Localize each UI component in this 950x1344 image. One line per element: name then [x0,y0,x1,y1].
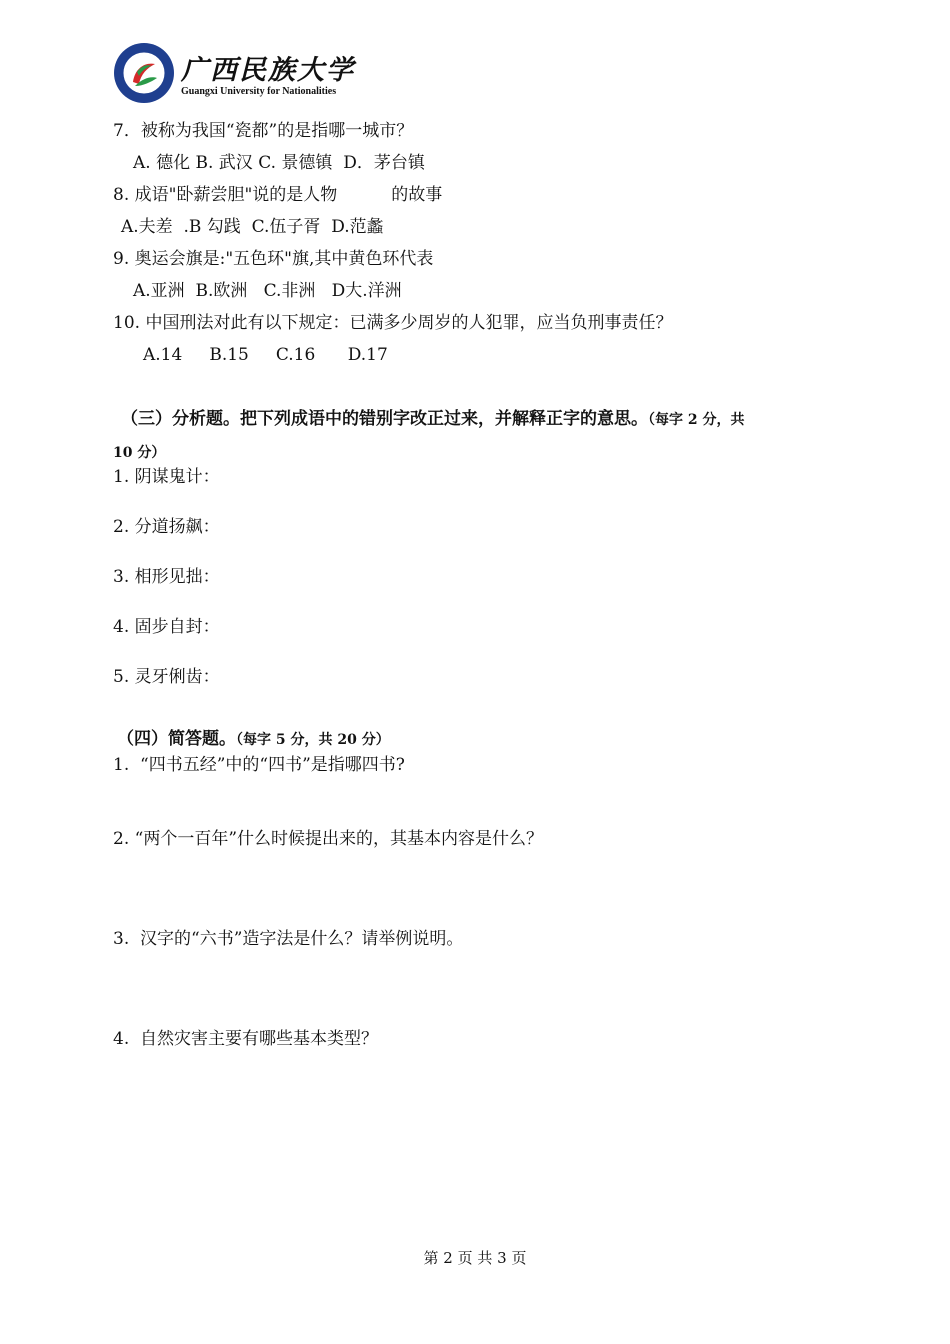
section-4-title-main: （四）简答题。 [117,729,236,749]
section-4-title [117,728,390,751]
section-3-title [121,408,745,431]
section-4-score-note: （每字 5 分，共 20 分） [236,732,390,748]
section-3-item-5: 5. 灵牙俐齿： [113,667,220,687]
section-4-item-1: 1. “四书五经”中的“四书”是指哪四书? [113,755,405,775]
page-number-footer: 第 2 页 共 3 页 [423,1249,527,1267]
question-8-options: A.夫差 .B 勾践 C.伍子胥 D.范蠡 [121,217,384,237]
section-3-item-2: 2. 分道扬飙： [113,517,220,537]
university-name-en: Guangxi University for Nationalities [181,86,337,97]
section-3-item-3: 3. 相形见拙： [113,567,220,587]
university-name-cn: 广西民族大学 [181,55,355,86]
section-4-item-3: 3. 汉字的“六书”造字法是什么？请举例说明。 [113,929,464,949]
question-8: 8. 成语"卧薪尝胆"说的是人物 的故事 [113,185,443,205]
section-4-item-4: 4. 自然灾害主要有哪些基本类型？ [113,1029,379,1049]
question-7-options: A. 德化 B. 武汉 C. 景德镇 D．茅台镇 [133,153,425,173]
university-seal-icon [113,42,175,104]
university-logo [113,42,353,104]
question-9: 9. 奥运会旗是:"五色环"旗,其中黄色环代表 [113,249,434,269]
question-9-options: A.亚洲 B.欧洲 C.非洲 D大.洋洲 [133,281,402,301]
section-3-item-1: 1. 阴谋鬼计： [113,467,220,487]
section-4-item-2: 2. “两个一百年”什么时候提出来的，其基本内容是什么？ [113,829,544,849]
section-3-title-cont: 10 分） [113,445,166,461]
question-10: 10. 中国刑法对此有以下规定：已满多少周岁的人犯罪，应当负刑事责任？ [113,313,673,333]
question-10-options: A.14 B.15 C.16 D.17 [143,345,388,365]
section-3-title-main: （三）分析题。把下列成语中的错别字改正过来，并解释正字的意思。 [121,409,648,429]
section-3-score-note: （每字 2 分，共 [648,412,745,428]
question-7: 7．被称为我国“瓷都”的是指哪一城市？ [113,121,414,141]
section-3-item-4: 4. 固步自封： [113,617,220,637]
